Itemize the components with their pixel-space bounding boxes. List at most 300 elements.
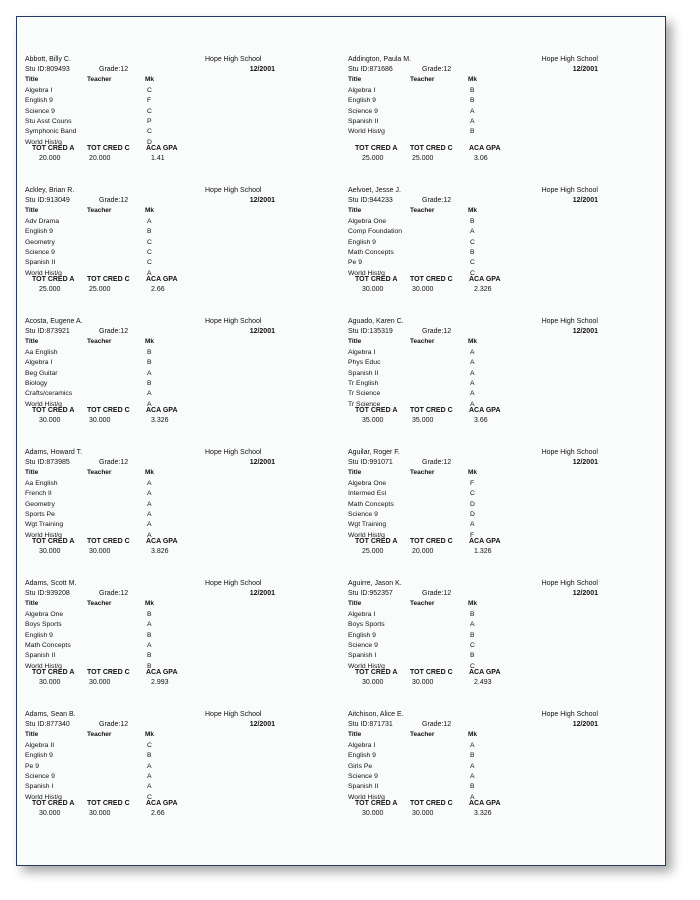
- course-mark: B: [470, 218, 475, 225]
- course-mark: D: [147, 138, 152, 146]
- academic-gpa-label: ACA GPA: [146, 669, 178, 676]
- column-header-mark: Mk: [468, 76, 478, 83]
- course-mark: B: [147, 228, 152, 236]
- course-title: Boys Sports: [25, 621, 62, 629]
- student-id: Stu ID:944233: [348, 197, 393, 204]
- column-header-teacher: Teacher: [87, 600, 112, 607]
- academic-gpa-label: ACA GPA: [469, 276, 501, 283]
- course-title: Algebra One: [25, 611, 64, 618]
- student-id: Stu ID:873921: [25, 328, 70, 335]
- course-title: World Hist/g: [348, 269, 385, 277]
- course-title: English 9: [25, 631, 53, 639]
- student-card: [25, 448, 275, 576]
- course-title: English 9: [348, 752, 376, 760]
- course-mark: F: [470, 480, 475, 487]
- course-mark: F: [147, 97, 152, 105]
- course-title: Pe 9: [348, 259, 362, 267]
- school-name: Hope High School: [541, 711, 598, 718]
- course-mark: A: [147, 641, 152, 649]
- total-credits-completed-label: TOT CRED C: [410, 800, 453, 807]
- student-id: Stu ID:939208: [25, 590, 70, 597]
- student-id: Stu ID:952357: [348, 590, 393, 597]
- total-credits-completed-label: TOT CRED C: [87, 669, 130, 676]
- student-grade: Grade:12: [422, 66, 452, 73]
- total-credits-attempted: 30.000: [362, 810, 384, 817]
- column-header-title: Title: [25, 731, 39, 738]
- course-mark: F: [470, 531, 475, 539]
- total-credits-completed-label: TOT CRED C: [87, 800, 130, 807]
- academic-gpa-label: ACA GPA: [146, 538, 178, 545]
- column-header-title: Title: [348, 207, 362, 214]
- column-header-teacher: Teacher: [87, 469, 112, 476]
- course-title: World Hist/g: [348, 662, 385, 670]
- course-title: Boys Sports: [348, 621, 385, 629]
- course-mark: B: [147, 349, 152, 356]
- course-title: Crafts/ceramics: [25, 390, 73, 398]
- total-credits-attempted: 30.000: [39, 679, 61, 686]
- student-id: Stu ID:871686: [348, 66, 393, 73]
- student-grade: Grade:12: [422, 721, 452, 728]
- student-card: [348, 710, 598, 838]
- academic-gpa: 2.993: [151, 679, 169, 686]
- report-date: 12/2001: [572, 590, 598, 597]
- course-mark: C: [470, 238, 475, 246]
- course-mark: A: [147, 521, 152, 529]
- student-grade: Grade:12: [422, 328, 452, 335]
- total-credits-attempted-label: TOT CRED A: [32, 800, 75, 807]
- total-credits-completed: 20.000: [89, 155, 111, 162]
- academic-gpa-label: ACA GPA: [469, 669, 501, 676]
- report-page: [16, 16, 666, 866]
- report-date: 12/2001: [572, 328, 598, 335]
- course-title: Intermed Esl: [348, 490, 387, 498]
- total-credits-completed-label: TOT CRED C: [410, 276, 453, 283]
- course-mark: B: [470, 128, 475, 136]
- total-credits-attempted: 25.000: [39, 286, 61, 293]
- course-mark: C: [147, 259, 152, 267]
- course-title: Biology: [25, 379, 48, 387]
- course-mark: A: [147, 621, 152, 629]
- course-mark: D: [470, 510, 475, 518]
- student-name: Aguilar, Roger F.: [348, 449, 400, 456]
- academic-gpa: 1.326: [474, 548, 492, 555]
- course-title: World Hist/g: [25, 793, 62, 801]
- student-card: [348, 317, 598, 445]
- student-name: Aelvoet, Jesse J.: [348, 187, 401, 194]
- course-mark: A: [470, 742, 475, 749]
- column-header-teacher: Teacher: [410, 731, 435, 738]
- course-mark: C: [147, 107, 152, 115]
- course-title: World Hist/g: [25, 531, 62, 539]
- course-mark: A: [147, 390, 152, 398]
- course-mark: A: [147, 400, 152, 408]
- total-credits-completed: 30.000: [89, 679, 111, 686]
- course-title: Science 9: [25, 772, 55, 780]
- school-name: Hope High School: [541, 56, 598, 63]
- column-header-title: Title: [25, 207, 39, 214]
- column-header-title: Title: [25, 338, 39, 345]
- course-title: French II: [25, 490, 52, 498]
- course-title: Girls Pe: [348, 762, 373, 770]
- course-title: Algebra I: [348, 611, 376, 618]
- column-header-mark: Mk: [145, 338, 155, 345]
- course-mark: A: [470, 228, 475, 236]
- report-date: 12/2001: [572, 197, 598, 204]
- course-mark: C: [470, 259, 475, 267]
- course-title: Spanish II: [25, 652, 56, 660]
- course-title: Wgt Training: [25, 521, 64, 529]
- student-grade: Grade:12: [99, 459, 129, 466]
- course-mark: B: [147, 662, 152, 670]
- course-title: Algebra II: [25, 742, 55, 749]
- course-mark: B: [147, 631, 152, 639]
- student-name: Addington, Paula M.: [348, 56, 412, 63]
- course-mark: C: [147, 87, 152, 94]
- course-title: Comp Foundation: [348, 228, 403, 236]
- total-credits-completed-label: TOT CRED C: [87, 538, 130, 545]
- course-title: Aa English: [25, 349, 58, 356]
- course-title: Sports Pe: [25, 510, 55, 518]
- course-mark: A: [470, 772, 475, 780]
- student-grade: Grade:12: [99, 721, 129, 728]
- course-mark: A: [147, 762, 152, 770]
- course-mark: C: [147, 238, 152, 246]
- course-title: Algebra One: [348, 480, 387, 487]
- student-card: [25, 55, 275, 183]
- course-mark: A: [147, 772, 152, 780]
- course-title: Tr Science: [348, 390, 381, 398]
- course-mark: P: [147, 117, 152, 125]
- total-credits-completed-label: TOT CRED C: [87, 276, 130, 283]
- course-mark: A: [470, 621, 475, 629]
- total-credits-attempted: 30.000: [39, 810, 61, 817]
- course-mark: B: [147, 379, 152, 387]
- column-header-teacher: Teacher: [410, 207, 435, 214]
- student-grade: Grade:12: [99, 590, 129, 597]
- course-mark: A: [470, 762, 475, 770]
- student-name: Aitchison, Alice E.: [348, 711, 404, 718]
- report-date: 12/2001: [249, 721, 275, 728]
- student-name: Ackley, Brian R.: [25, 187, 75, 194]
- total-credits-attempted: 25.000: [362, 548, 384, 555]
- course-title: Algebra I: [348, 349, 376, 356]
- total-credits-completed: 30.000: [412, 286, 434, 293]
- course-mark: C: [147, 248, 152, 256]
- total-credits-attempted-label: TOT CRED A: [32, 145, 75, 152]
- total-credits-completed: 30.000: [412, 810, 434, 817]
- student-id: Stu ID:871731: [348, 721, 393, 728]
- report-date: 12/2001: [572, 459, 598, 466]
- total-credits-attempted: 25.000: [362, 155, 384, 162]
- column-header-teacher: Teacher: [87, 338, 112, 345]
- report-date: 12/2001: [249, 459, 275, 466]
- course-title: Science 9: [348, 510, 378, 518]
- course-mark: B: [470, 97, 475, 105]
- course-title: English 9: [348, 97, 376, 105]
- total-credits-completed: 30.000: [89, 810, 111, 817]
- course-title: Spanish II: [348, 117, 379, 125]
- column-header-teacher: Teacher: [410, 338, 435, 345]
- student-id: Stu ID:991071: [348, 459, 393, 466]
- column-header-mark: Mk: [468, 600, 478, 607]
- academic-gpa-label: ACA GPA: [469, 407, 501, 414]
- student-name: Adams, Scott M.: [25, 580, 77, 587]
- column-header-teacher: Teacher: [410, 469, 435, 476]
- total-credits-completed-label: TOT CRED C: [87, 407, 130, 414]
- course-title: Math Concepts: [348, 248, 394, 256]
- total-credits-completed-label: TOT CRED C: [410, 538, 453, 545]
- course-title: Phys Educ: [348, 359, 381, 367]
- total-credits-completed-label: TOT CRED C: [87, 145, 130, 152]
- student-id: Stu ID:913049: [25, 197, 70, 204]
- total-credits-attempted-label: TOT CRED A: [32, 538, 75, 545]
- course-mark: C: [470, 490, 475, 498]
- total-credits-completed-label: TOT CRED C: [410, 669, 453, 676]
- column-header-title: Title: [348, 469, 362, 476]
- course-mark: A: [470, 793, 475, 801]
- student-card: [348, 579, 598, 707]
- course-mark: B: [470, 248, 475, 256]
- column-header-title: Title: [348, 600, 362, 607]
- student-id: Stu ID:873985: [25, 459, 70, 466]
- academic-gpa: 3.326: [474, 810, 492, 817]
- course-title: World Hist/g: [348, 793, 385, 801]
- course-title: Spanish II: [348, 783, 379, 791]
- course-mark: B: [470, 87, 475, 94]
- total-credits-attempted: 30.000: [39, 548, 61, 555]
- total-credits-completed: 35.000: [412, 417, 434, 424]
- course-mark: A: [147, 369, 152, 377]
- course-mark: A: [470, 349, 475, 356]
- academic-gpa-label: ACA GPA: [469, 800, 501, 807]
- course-mark: A: [147, 480, 152, 487]
- course-title: Aa English: [25, 480, 58, 487]
- total-credits-attempted-label: TOT CRED A: [355, 800, 398, 807]
- course-mark: D: [470, 500, 475, 508]
- column-header-mark: Mk: [468, 207, 478, 214]
- course-title: Beg Guitar: [25, 369, 58, 377]
- course-title: Wgt Training: [348, 521, 387, 529]
- column-header-title: Title: [25, 76, 39, 83]
- course-title: World Hist/g: [25, 269, 62, 277]
- total-credits-attempted: 35.000: [362, 417, 384, 424]
- course-title: Science 9: [348, 641, 378, 649]
- report-date: 12/2001: [249, 66, 275, 73]
- student-card: [348, 186, 598, 314]
- course-title: Spanish II: [348, 369, 379, 377]
- total-credits-attempted-label: TOT CRED A: [32, 669, 75, 676]
- academic-gpa: 2.66: [151, 286, 165, 293]
- course-title: World Hist/g: [25, 662, 62, 670]
- student-grade: Grade:12: [422, 197, 452, 204]
- course-mark: A: [470, 369, 475, 377]
- course-mark: C: [147, 742, 152, 749]
- course-title: English 9: [25, 752, 53, 760]
- student-name: Aguado, Karen C.: [348, 318, 404, 325]
- course-title: Stu Asst Couns: [25, 117, 72, 125]
- school-name: Hope High School: [205, 56, 262, 63]
- course-mark: B: [147, 752, 152, 760]
- total-credits-attempted: 30.000: [362, 679, 384, 686]
- course-title: Science 9: [348, 107, 378, 115]
- total-credits-attempted: 20.000: [39, 155, 61, 162]
- total-credits-attempted-label: TOT CRED A: [32, 407, 75, 414]
- student-card: [348, 55, 598, 183]
- column-header-mark: Mk: [145, 600, 155, 607]
- student-grade: Grade:12: [99, 328, 129, 335]
- school-name: Hope High School: [205, 711, 262, 718]
- total-credits-attempted-label: TOT CRED A: [355, 276, 398, 283]
- column-header-title: Title: [348, 76, 362, 83]
- student-name: Abbott, Billy C.: [25, 56, 71, 63]
- academic-gpa-label: ACA GPA: [146, 145, 178, 152]
- column-header-mark: Mk: [145, 76, 155, 83]
- course-mark: B: [147, 359, 152, 367]
- total-credits-attempted: 30.000: [362, 286, 384, 293]
- course-mark: B: [470, 631, 475, 639]
- course-title: Tr Science: [348, 400, 381, 408]
- course-mark: C: [147, 128, 152, 136]
- course-mark: C: [470, 641, 475, 649]
- course-title: Algebra I: [25, 87, 53, 94]
- student-grade: Grade:12: [99, 197, 129, 204]
- total-credits-attempted-label: TOT CRED A: [355, 669, 398, 676]
- course-title: World Hist/g: [348, 531, 385, 539]
- column-header-mark: Mk: [468, 469, 478, 476]
- course-mark: C: [147, 793, 152, 801]
- total-credits-completed-label: TOT CRED C: [410, 145, 453, 152]
- course-mark: A: [147, 531, 152, 539]
- course-title: English 9: [348, 631, 376, 639]
- academic-gpa-label: ACA GPA: [146, 276, 178, 283]
- course-mark: B: [470, 752, 475, 760]
- school-name: Hope High School: [205, 449, 262, 456]
- academic-gpa: 2.493: [474, 679, 492, 686]
- course-mark: B: [470, 783, 475, 791]
- report-date: 12/2001: [249, 328, 275, 335]
- course-mark: A: [470, 390, 475, 398]
- school-name: Hope High School: [541, 580, 598, 587]
- student-card: [348, 448, 598, 576]
- course-title: Geometry: [25, 500, 55, 508]
- column-header-teacher: Teacher: [87, 731, 112, 738]
- total-credits-attempted: 30.000: [39, 417, 61, 424]
- column-header-teacher: Teacher: [87, 207, 112, 214]
- course-title: Science 9: [348, 772, 378, 780]
- course-title: Tr English: [348, 379, 379, 387]
- course-mark: A: [470, 379, 475, 387]
- column-header-mark: Mk: [468, 731, 478, 738]
- total-credits-completed: 30.000: [89, 548, 111, 555]
- course-title: Science 9: [25, 107, 55, 115]
- course-mark: A: [147, 510, 152, 518]
- course-title: World Hist/g: [25, 400, 62, 408]
- total-credits-completed: 20.000: [412, 548, 434, 555]
- course-mark: A: [470, 359, 475, 367]
- academic-gpa: 3.06: [474, 155, 488, 162]
- course-title: Adv Drama: [25, 218, 59, 225]
- column-header-mark: Mk: [145, 469, 155, 476]
- academic-gpa-label: ACA GPA: [469, 538, 501, 545]
- course-mark: C: [470, 269, 475, 277]
- course-title: English 9: [25, 228, 53, 236]
- course-mark: A: [147, 783, 152, 791]
- course-title: Spanish I: [25, 783, 54, 791]
- total-credits-completed: 30.000: [89, 417, 111, 424]
- course-title: English 9: [25, 97, 53, 105]
- student-card: [25, 317, 275, 445]
- academic-gpa: 3.66: [474, 417, 488, 424]
- student-id: Stu ID:877340: [25, 721, 70, 728]
- course-mark: A: [147, 500, 152, 508]
- school-name: Hope High School: [205, 318, 262, 325]
- student-name: Adams, Howard T.: [25, 449, 83, 456]
- academic-gpa: 1.41: [151, 155, 165, 162]
- course-title: Science 9: [25, 248, 55, 256]
- course-title: World Hist/g: [348, 128, 385, 136]
- column-header-teacher: Teacher: [410, 76, 435, 83]
- total-credits-attempted-label: TOT CRED A: [355, 407, 398, 414]
- academic-gpa: 3.326: [151, 417, 169, 424]
- course-mark: C: [470, 662, 475, 670]
- total-credits-completed: 30.000: [412, 679, 434, 686]
- total-credits-attempted-label: TOT CRED A: [355, 145, 398, 152]
- course-title: Algebra I: [25, 359, 53, 367]
- student-grade: Grade:12: [422, 590, 452, 597]
- academic-gpa: 2.326: [474, 286, 492, 293]
- student-id: Stu ID:809493: [25, 66, 70, 73]
- student-card: [25, 710, 275, 838]
- course-mark: A: [470, 521, 475, 529]
- course-title: Geometry: [25, 238, 55, 246]
- student-grade: Grade:12: [422, 459, 452, 466]
- total-credits-completed: 25.000: [412, 155, 434, 162]
- academic-gpa-label: ACA GPA: [146, 407, 178, 414]
- course-title: Algebra One: [348, 218, 387, 225]
- student-grade: Grade:12: [99, 66, 129, 73]
- course-mark: B: [470, 611, 475, 618]
- total-credits-attempted-label: TOT CRED A: [32, 276, 75, 283]
- course-title: World Hist/g: [25, 138, 62, 146]
- course-title: Pe 9: [25, 762, 39, 770]
- student-id: Stu ID:135319: [348, 328, 393, 335]
- academic-gpa-label: ACA GPA: [146, 800, 178, 807]
- column-header-teacher: Teacher: [410, 600, 435, 607]
- academic-gpa: 2.66: [151, 810, 165, 817]
- academic-gpa: 3.826: [151, 548, 169, 555]
- total-credits-completed: 25.000: [89, 286, 111, 293]
- column-header-title: Title: [348, 338, 362, 345]
- course-mark: A: [470, 117, 475, 125]
- course-mark: A: [470, 400, 475, 408]
- course-mark: B: [147, 652, 152, 660]
- school-name: Hope High School: [205, 580, 262, 587]
- column-header-title: Title: [25, 600, 39, 607]
- course-mark: A: [147, 269, 152, 277]
- column-header-mark: Mk: [145, 207, 155, 214]
- school-name: Hope High School: [541, 318, 598, 325]
- report-date: 12/2001: [572, 66, 598, 73]
- course-title: English 9: [348, 238, 376, 246]
- school-name: Hope High School: [541, 449, 598, 456]
- course-title: Math Concepts: [348, 500, 394, 508]
- report-date: 12/2001: [572, 721, 598, 728]
- report-date: 12/2001: [249, 197, 275, 204]
- school-name: Hope High School: [205, 187, 262, 194]
- academic-gpa-label: ACA GPA: [469, 145, 501, 152]
- student-card: [25, 186, 275, 314]
- course-title: Symphonic Band: [25, 128, 77, 136]
